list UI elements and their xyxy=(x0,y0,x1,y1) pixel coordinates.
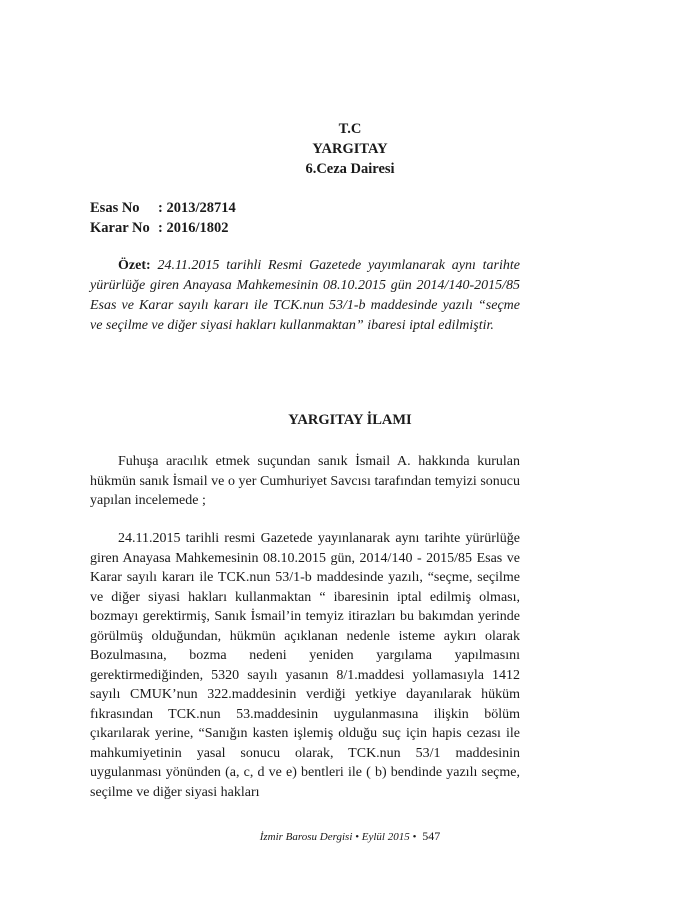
footer-journal: İzmir Barosu Dergisi • Eylül 2015 • xyxy=(259,831,417,843)
karar-row xyxy=(90,218,228,238)
page-footer xyxy=(0,829,700,844)
esas-row xyxy=(90,198,236,218)
header-court: YARGITAY xyxy=(312,141,388,157)
header-tc: T.C xyxy=(338,121,362,137)
esas-label: Esas No xyxy=(90,200,140,216)
body-paragraph-1: Fuhuşa aracılık etmek suçundan sanık İsmail A. hakkında kurulan hükmün sanık İsmail ve o yer Cumhuriyet Savcısı tarafından temyizi sonucu yapılan incelemede ; xyxy=(90,454,520,508)
body-paragraph-2: 24.11.2015 tarihli resmi Gazetede yayınlanarak aynı tarihte yürürlüğe giren Anayasa Mahkemesinin 08.10.2015 gün, 2014/140 - 2015/85 Esas ve Karar sayılı kararı ile TCK.nun 53/1-b maddesinde yazılı, “seçme, seçilme ve diğer siyasi hakları kullanmaktan “ ibaresinin iptal edilmiş olması, bozmayı gerektirmiş, Sanık İsmail’in temyiz itirazları bu bakımdan yerinde görülmüş olduğundan, hükmün açıklanan nedenle isteme aykırı olarak Bozulmasına, bozma nedeni yeniden yargılama yapılmasını gerektirmediğinden, 5320 sayılı yasanın 8/1.maddesi yollamasıyla 1412 sayılı CMUK’nun 322.maddesinin verdiği yetkiye dayanılarak hüküm fıkrasından TCK.nun 53.maddesinin uygulanmasına ilişkin bölüm çıkarılarak yerine, “Sanığın kasten işlemiş olduğu suç için hapis cezası ile mahkumiyetinin yasal sonucu olarak, TCK.nun 53/1 maddesinin uygulanması yönünden (a, c, d ve e) bentleri ile ( b) bendinde yazılı seçme, seçilme ve diğer siyasi hakları xyxy=(90,531,520,800)
karar-label: Karar No xyxy=(90,220,150,236)
summary-text: 24.11.2015 tarihli Resmi Gazetede yayımlanarak aynı tarihte yürürlüğe giren Anayasa Mahkemesinin 08.10.2015 gün 2014/140-2015/85 Esas ve Karar sayılı kararı ile TCK.nun 53/1-b maddesinde yazılı “seçme ve seçilme ve diğer siyasi hakları kullanmaktan” ibaresi iptal edilmiştir. xyxy=(90,258,521,333)
section-title: YARGITAY İLAMI xyxy=(288,412,412,428)
karar-value: : 2016/1802 xyxy=(158,220,229,236)
summary-paragraph xyxy=(90,256,520,336)
page-number: 547 xyxy=(422,829,441,843)
header-chamber: 6.Ceza Dairesi xyxy=(305,161,395,177)
summary-label: Özet: xyxy=(118,258,151,273)
esas-value: : 2013/28714 xyxy=(158,200,236,216)
